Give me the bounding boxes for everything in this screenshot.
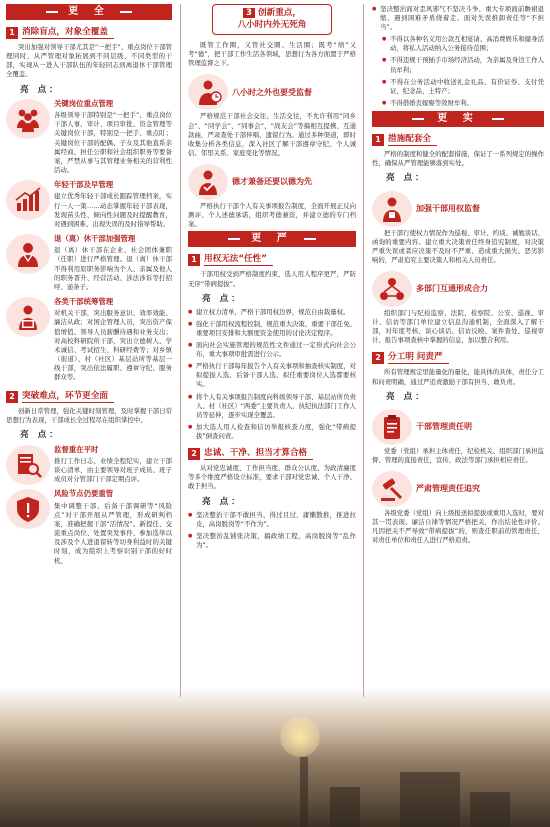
highlight-item <box>6 99 172 177</box>
feature-title: 严肃管理责任追究 <box>416 484 480 494</box>
feature-text: 党委（党组）承担主体责任，纪检机关、组织部门承担监督、管理的直接责任，宣传、政法等部门承担相应责任。 <box>372 446 544 464</box>
bullet-item: ● 严格执行干部每年报告个人有关事项和抽查核实制度，对拟提拔人选、后备干部人选、拟任重要岗位人选都要核实。 <box>188 362 356 389</box>
clipboard-icon <box>372 409 412 445</box>
item-text: 各级领导干部特别是“一把手”、重点岗位干部人事、审计、项目审批、资金管理等关键岗位干部，特别是一把手、重点盯；关键岗位干部的配偶、子女及其他直系亲属经商、担任公职和社会组织职务等要备案，严禁从事与其管理业务相关的营利性活动。 <box>54 111 172 174</box>
eight-hours-icon <box>188 74 228 110</box>
section-title: 用权无法“任性” <box>204 253 273 266</box>
section-text: 创新日常管理，强化关键时刻管理，及时掌握干部日常思想行为表现，干部成长全过程尽在组织掌控中。 <box>6 407 172 425</box>
highlight-item <box>6 297 172 384</box>
section-title: 突破难点，环节更全面 <box>22 390 114 403</box>
section-text: 严格的制度和健全的配套措施，保证了一系列规定的操作性，确保从严管理能够落到实处。 <box>372 150 544 168</box>
item-title: 年轻干部及早管理 <box>54 179 114 189</box>
item-text: 建立优秀年轻干部成长跟踪管理档案，实行一人一策……动态掌握年轻干部表现，发现苗头性、倾向性问题及时提醒教育，对遇到困难、出现失误的及时指导帮助。 <box>54 192 172 228</box>
section-heading <box>372 351 544 364</box>
section-number: 1 <box>188 254 200 266</box>
magnifier-icon <box>6 445 50 485</box>
column-divider <box>363 4 364 697</box>
bullet-list <box>188 308 356 441</box>
section-title: 忠诚、干净、担当才算合格 <box>204 447 313 460</box>
item-text: 集中调整干部、后备干部调研等“风险点”对干部开展从严管理，形成研判档案，准确把握干部“活情况”。新提任、交流重点岗位、处置突发事件、参加选举以及涉及个人进退留转等切身利益时的关键时刻，成为组织上考察识别干部的好时机。 <box>54 502 172 565</box>
highlight-item <box>6 445 172 487</box>
highlights-label: 亮 点： <box>20 84 61 95</box>
section-text: 突出加强对领导干部尤其是“一把手”、重点岗位干部管理同时，从严管理对象拓展到不同层级、不同类型的干部，实现从一进入干部队伍的年轻同志到离退休干部管理全覆盖。 <box>6 43 172 79</box>
retiree-icon <box>6 234 50 274</box>
column-1 <box>0 0 178 827</box>
feature-title: 八小时之外也要受监督 <box>232 87 312 97</box>
section-heading <box>188 253 356 266</box>
highlights-label: 亮 点： <box>386 391 427 402</box>
growth-chart-icon <box>6 180 50 220</box>
sub-bullet-item: ● 不得在公务活动中收送礼金礼品、有价证券、支付凭证、纪念品、土特产； <box>382 78 544 96</box>
section-title-line2: 八小时内外无死角 <box>237 19 307 30</box>
bullet-list <box>188 511 356 550</box>
bullet-item: ● 将个人有关事项报告制度向科级领导干部、基层站所负责人、村（社区）“两委”主要负责人、执纪执法部门工作人员等延伸，逐步实现全覆盖。 <box>188 393 356 420</box>
item-title: 关键岗位重点管理 <box>54 98 114 108</box>
section-text: 干部用权受到严格制度约束，选人用人程序更严，严防无序“带病提拔”。 <box>188 270 356 288</box>
item-title: 退（离）休干部加强管理 <box>54 233 136 243</box>
highlights-label: 亮 点： <box>202 293 243 304</box>
feature-title: 干部管理责任明 <box>416 422 472 432</box>
feature-text: 把干部行使权力情况作为巡视、审计、约谈、诫勉谈话、函询的重要内容。建立重大决策责任终身追究制度，对决策严重失误或者应决策不及时不严重、造成重大损失、恶劣影响的，严肃追究主要决策人和相关人员责任。 <box>372 228 544 264</box>
section-number: 2 <box>372 352 384 364</box>
bullet-item: ● 坚决整治面对歪风邪气不坚决斗争、重大专项面前瞻裙退缩、遇到困难矛盾绕着走、面对失误推卸责任等“不担当”。 <box>372 5 544 32</box>
bullet-item: ● 加大选人用人检查和信访举报核查力度，强化“带病提拔”倒查问责。 <box>188 423 356 441</box>
section-title: 消除盲点，对象全覆盖 <box>22 26 114 39</box>
feature-text: 严格执行干部个人有关事项报告制度，全面开展正反向测评、个人述德承诺，组织考德兼资，并建立德的专门档案。 <box>188 201 356 229</box>
section-number: 3 <box>243 8 255 18</box>
section-number: 2 <box>6 391 18 403</box>
shield-alert-icon <box>6 489 50 529</box>
highlights-label: 亮 点： <box>202 496 243 507</box>
section-3-heading-box <box>212 4 332 35</box>
feature-heading <box>372 191 544 227</box>
band-title-more-practical: 更 实 <box>372 111 544 127</box>
highlights-label: 亮 点： <box>386 173 427 184</box>
bullet-item: ● 面向社会实施管理的规范性文件通过一定形式向社会公布，重大事项审批需进行公示。 <box>188 341 356 359</box>
bullet-item: ● 坚决整治干部不敢担当、得过且过、庸懒散推，推进拉皮，高岗脱岗等“不作为”。 <box>188 511 356 529</box>
sub-bullet-list <box>372 35 544 108</box>
feature-title: 德才兼备还要以德为先 <box>232 177 312 187</box>
feature-text: 严格规范干部社会交往、生活交往，不允许利用“同乡会”、“同学会”、“同事会”、“战友会”等搞相互提携、互通款曲，严肃查处干部伴唱、遗留行为。通过多种渠道，即时收集分析各类信息，深入社区了解干部遵章守纪、个人诚信、邻里关系、家庭变化等情况。 <box>188 112 356 157</box>
sub-bullet-item: ● 不得违规干预插手市场经济活动，为亲属及身边工作人员牟利； <box>382 56 544 74</box>
highlights-label: 亮 点： <box>20 430 61 441</box>
bullet-item: ● 坚决整治乱铺张决策，搞政绩工程，高岗脱岗等“乱作为”。 <box>188 532 356 550</box>
column-divider <box>180 4 181 697</box>
highlight-item <box>6 489 172 567</box>
professional-icon <box>6 297 50 337</box>
section-text: 所有管理规定里能量化的量化，能具体的具体，责任分工和问责明确，通过严追责激励干部有担当、敢负责。 <box>372 368 544 386</box>
item-text: 推行工作日志、业绩全程纪实，建立干部谈心清单，由主要领导对班子成员、班子成员对分管部门干部定期点评。 <box>54 457 172 484</box>
feature-heading <box>372 409 544 445</box>
band-title-more-complete: 更 全 <box>6 4 172 20</box>
item-text: 退（离）休干部在企业、社会团体兼职（任职）进行严格管理。退（离）休干部不得利用原职务影响为个人、亲属及他人的职务晋升、经营活动、涉法涉诉等打招呼、递条子。 <box>54 246 172 291</box>
feature-heading <box>188 164 356 200</box>
feature-title: 多部门互通形成合力 <box>416 284 488 294</box>
feature-text: 各级党委（党组）向上级报送拟提拔或重用人选时，要对其一贯表现、廉洁自律等情况严格把关，作出结论性评价。凡因把关不严导致“带病提拔”的，则查任职前的管理责任，对责任单位和责任人进行严格追责。 <box>372 509 544 545</box>
feature-text: 组织部门与纪检监察、法院、检察院、公安、巡视、审计、信访等部门单位建立信息沟通机制，全面深入了解干部，对年度考核、谈心谈话、信访反映、案件查处、巡视审计、报告事项查核中掌握的信息，加以整合利用。 <box>372 308 544 345</box>
section-heading <box>372 133 544 146</box>
bullet-item: ● 强化干部用权流程控制，规范重大决策、重要干部任免、重要项目安排和大额度资金使用的讨论决定程序。 <box>188 320 356 338</box>
feature-title: 加强干部用权监督 <box>416 203 480 213</box>
section-heading <box>188 447 356 460</box>
highlight-item <box>6 234 172 294</box>
item-text: 对机关干部，突出服务意识、效率效能、廉洁从政；对国企管理人员，突出资产保值增值、领导人员薪酬待遇和业务支出；对高校科研院所干部，突出立德树人、学术诚信、考试招生、科研经费等；对乡镇（街道）、村（社区）基层站所等基层一线干部，突出依法履职、遵章守纪、服务群众等。 <box>54 309 172 381</box>
feature-heading <box>372 271 544 307</box>
section-number: 2 <box>188 448 200 460</box>
sub-bullet-item: ● 不得借婚丧嫁娶等敛财牟利。 <box>382 99 544 108</box>
network-icon <box>372 271 412 307</box>
bullet-item: ● 建立权力清单，严格干部用权边界，规范自由裁量权。 <box>188 308 356 317</box>
section-text: 既管工作圈，又管社交圈、生活圈；既考“绩”又考“德”，把干部工作生活各领域，思想行为各方面置于严格管理监督之下。 <box>188 41 356 68</box>
item-title: 监督重在平时 <box>54 444 99 454</box>
column-3 <box>366 0 550 827</box>
highlight-item <box>6 180 172 231</box>
sub-bullet-item: ● 不得以各种名义用公款互相宴请、高消费娱乐和健身活动，将私人活动纳入公务接待范围； <box>382 35 544 53</box>
section-title: 措施配套全 <box>388 133 437 146</box>
band-title-more-strict: 更 严 <box>188 231 356 247</box>
section-heading <box>6 390 172 403</box>
item-title: 风险节点仍要重管 <box>54 489 114 499</box>
section-title-line1: 创新重点， <box>258 8 301 18</box>
section-heading <box>6 26 172 39</box>
bullet-list <box>372 5 544 32</box>
section-text: 从对党忠诚度、工作担当度、群众公认度、为政清廉度等多个维度严格设立标准，要求干部对党忠诚、个人干净、敢于担当。 <box>188 464 356 491</box>
user-supervise-icon <box>372 191 412 227</box>
feature-heading <box>188 74 356 110</box>
virtue-icon <box>188 164 228 200</box>
section-number: 1 <box>6 27 18 39</box>
column-2 <box>183 0 361 827</box>
feature-heading <box>372 471 544 507</box>
section-number: 1 <box>372 134 384 146</box>
gavel-icon <box>372 471 412 507</box>
people-group-icon <box>6 99 50 139</box>
section-title: 分工明 问责严 <box>388 351 449 364</box>
item-title: 各类干部统筹管理 <box>54 296 114 306</box>
